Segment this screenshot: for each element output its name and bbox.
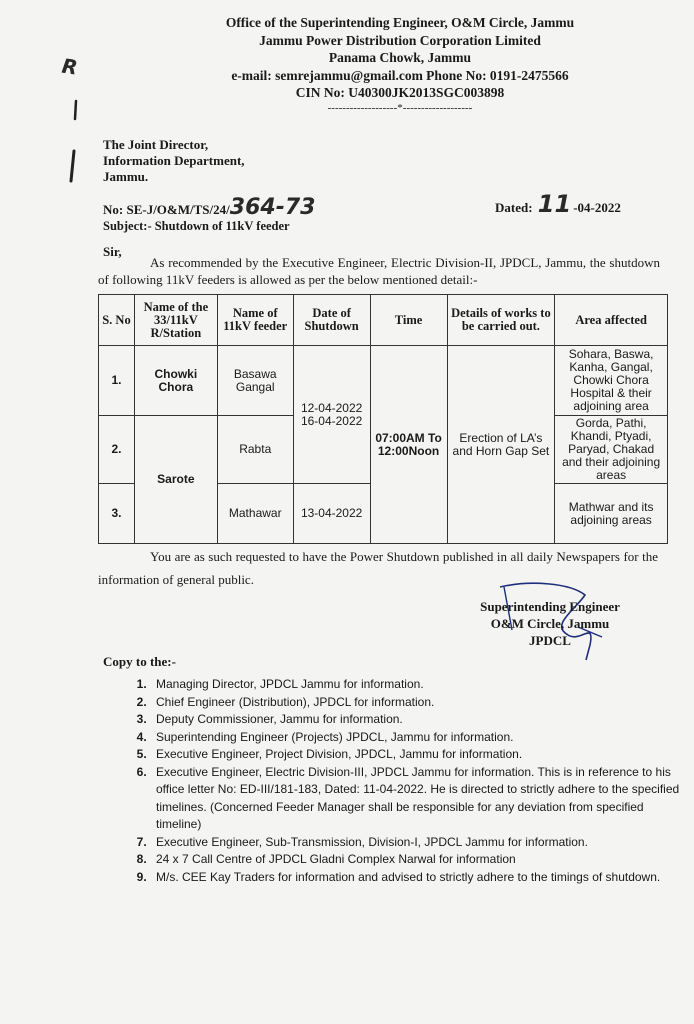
row-area: Gorda, Pathi, Khandi, Ptyadi, Paryad, Chakad and their adjoining areas	[555, 416, 668, 484]
dated-rest: -04-2022	[573, 200, 621, 215]
margin-note: R	[60, 53, 80, 80]
header-sno: S. No	[99, 295, 135, 346]
cin-line: CIN No: U40300JK2013SGC003898	[295, 85, 505, 100]
table-row	[99, 346, 668, 416]
header-station: Name of the 33/11kV R/Station	[134, 295, 217, 346]
list-item: 7. Executive Engineer, Sub-Transmission, Division-I, JPDCL Jammu for information.	[150, 834, 690, 852]
list-item: 4. Superintending Engineer (Projects) JPDCL, Jammu for information.	[150, 729, 690, 747]
signatory-circle: O&M Circle, Jammu	[490, 616, 610, 631]
list-item: 9. M/s. CEE Kay Traders for information and advised to strictly adhere to the timings of shutdown.	[150, 869, 690, 887]
list-item: 8. 24 x 7 Call Centre of JPDCL Gladni Complex Narwal for information	[150, 851, 690, 869]
reference-number	[103, 195, 315, 220]
intro-text: As recommended by the Executive Engineer, Electric Division-II, JPDCL, Jammu, the shutdown of following 11kV feeders is allowed as per the below mentioned detail:-	[98, 255, 660, 287]
row-sno: 2.	[99, 416, 135, 484]
row-station: Sarote	[134, 416, 217, 544]
row-area: Sohara, Baswa, Kanha, Gangal, Chowki Chora Hospital & their adjoining area	[555, 346, 668, 416]
row-date: 13-04-2022	[293, 484, 370, 544]
addressee-department: Information Department,	[103, 153, 245, 168]
shared-works-cell: Erection of LA’s and Horn Gap Set	[447, 346, 555, 544]
row-area: Mathwar and its adjoining areas	[555, 484, 668, 544]
row-sno: 1.	[99, 346, 135, 416]
dated-day-handwritten: 11	[537, 190, 572, 218]
corporation-name: Jammu Power Distribution Corporation Limited	[259, 32, 541, 48]
list-item: 3. Deputy Commissioner, Jammu for information.	[150, 711, 690, 729]
signatory-org: JPDCL	[529, 633, 571, 648]
header-works: Details of works to be carried out.	[447, 295, 555, 346]
list-item: 2. Chief Engineer (Distribution), JPDCL for information.	[150, 694, 690, 712]
addressee-title: The Joint Director,	[103, 137, 209, 152]
table-header-row	[99, 295, 668, 346]
list-item: 6. Executive Engineer, Electric Division-III, JPDCL Jammu for information. This is in reference to his office letter No: ED-III/181-183, Dated: 11-04-2022. He is directed to strictly adhere to the specified timelines. (Concerned Feeder Manager shall be responsible for any deviation from specified timeline)	[150, 764, 690, 834]
request-text: You are as such requested to have the Power Shutdown published in all daily Newspapers for the information of general public.	[98, 549, 658, 587]
reference-prefix: No: SE-J/O&M/TS/24/	[103, 202, 230, 217]
office-address: Panama Chowk, Jammu	[328, 50, 472, 65]
row-sno: 3.	[99, 484, 135, 544]
salutation: Sir,	[103, 244, 122, 259]
row-feeder: Basawa Gangal	[217, 346, 293, 416]
shared-date-cell: 12-04-2022 16-04-2022	[293, 346, 370, 484]
header-area: Area affected	[555, 295, 668, 346]
header-time: Time	[370, 295, 447, 346]
header-separator: -------------------*-------------------	[327, 101, 473, 114]
signature-block	[470, 598, 630, 649]
intro-paragraph	[98, 254, 660, 288]
shutdown-table	[98, 294, 668, 544]
office-name: Office of the Superintending Engineer, O&M Circle, Jammu	[225, 15, 575, 30]
reference-handwritten-number: 364-73	[229, 195, 316, 220]
dated-label: Dated:	[495, 200, 533, 215]
header-date: Date of Shutdown	[293, 295, 370, 346]
signatory-title: Superintending Engineer	[480, 599, 620, 614]
list-item: 5. Executive Engineer, Project Division, JPDCL, Jammu for information.	[150, 746, 690, 764]
subject-line: Subject:- Shutdown of 11kV feeder	[103, 219, 290, 233]
date-line	[495, 190, 621, 218]
header-feeder: Name of 11kV feeder	[217, 295, 293, 346]
copy-to-list	[122, 676, 690, 886]
row-feeder: Rabta	[217, 416, 293, 484]
shared-time-cell: 07:00AM To 12:00Noon	[370, 346, 447, 544]
row-feeder: Mathawar	[217, 484, 293, 544]
addressee-block	[103, 137, 245, 185]
handwritten-margin-mark	[62, 55, 82, 189]
contact-line: e-mail: semrejammu@gmail.com Phone No: 0191-2475566	[231, 67, 569, 83]
margin-strokes	[62, 79, 82, 189]
copy-to-title: Copy to the:-	[103, 654, 176, 669]
row-station: Chowki Chora	[134, 346, 217, 416]
addressee-city: Jammu.	[103, 169, 149, 184]
list-item: 1. Managing Director, JPDCL Jammu for information.	[150, 676, 690, 694]
letterhead	[150, 14, 650, 114]
